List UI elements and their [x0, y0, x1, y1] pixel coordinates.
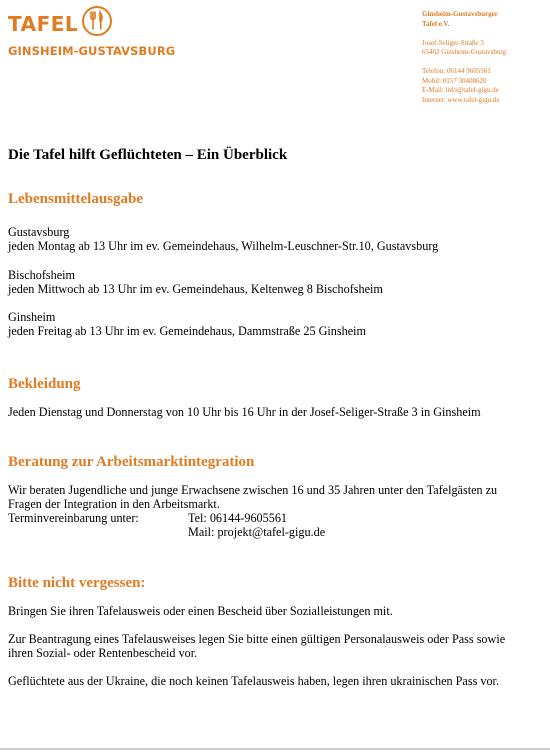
food-location	[8, 225, 518, 253]
page-title: Die Tafel hilft Geflüchteten – Ein Überblick	[8, 147, 288, 163]
reminder-text-2: Zur Beantragung eines Tafelausweises legen Sie bitte einen gültigen Personalausweis oder Pass sowie ihren Sozial- oder Rentenbescheid vor.	[8, 632, 506, 660]
page-bottom-border	[0, 748, 550, 750]
counseling-heading: Beratung zur Arbeitsmarktintegration	[8, 454, 255, 470]
tafel-logo	[8, 4, 176, 64]
city: 65462 Ginsheim-Gustavsburg	[422, 48, 507, 56]
phone: Telefon: 06144 9605561	[422, 67, 491, 75]
mobile: Mobil: 0157 30408620	[422, 76, 487, 85]
reminder-heading: Bitte nicht vergessen:	[8, 575, 146, 591]
appointment-mail: Mail: projekt@tafel-gigu.de	[188, 525, 326, 539]
counseling-text: Wir beraten Jugendliche und junge Erwachsene zwischen 16 und 35 Jahren unter den Tafelgästen zu Fragen der Integration in den Arbeitsmarkt.	[8, 483, 498, 511]
logo-subtitle: GINSHEIM-GUSTAVSBURG	[8, 44, 176, 58]
appointment-row	[8, 511, 518, 525]
location-place: Bischofsheim	[8, 268, 76, 282]
appointment-label: Terminvereinbarung unter:	[8, 511, 139, 525]
location-place: Ginsheim	[8, 310, 56, 324]
fork-knife-icon	[82, 6, 112, 36]
document-body	[8, 146, 518, 688]
logo-word: TAFEL	[8, 12, 79, 36]
appointment-mail-row	[8, 525, 518, 539]
reminder-text-3: Geflüchtete aus der Ukraine, die noch keinen Tafelausweis haben, legen ihren ukrainischen Pass vor.	[8, 674, 499, 688]
website: Internet: www.tafel-gigu.de	[422, 95, 500, 104]
street: Josef-Seliger-Straße 3	[422, 38, 484, 47]
location-detail: jeden Montag ab 13 Uhr im ev. Gemeindehaus, Wilhelm-Leuschner-Str.10, Gustavsburg	[8, 239, 439, 253]
food-location	[8, 310, 518, 338]
food-heading: Lebensmittelausgabe	[8, 191, 143, 207]
location-detail: jeden Freitag ab 13 Uhr im ev. Gemeindehaus, Dammstraße 25 Ginsheim	[8, 324, 366, 338]
location-place: Gustavsburg	[8, 225, 70, 239]
org-name-line1: Ginsheim-Gustavsburger	[422, 10, 498, 18]
clothing-text: Jeden Dienstag und Donnerstag von 10 Uhr bis 16 Uhr in der Josef-Seliger-Straße 3 in Ginsheim	[8, 405, 481, 419]
org-name-line2: Tafel e.V.	[422, 19, 450, 28]
clothing-heading: Bekleidung	[8, 376, 81, 392]
food-location	[8, 268, 518, 296]
contact-block	[422, 10, 547, 105]
reminder-text-1: Bringen Sie ihren Tafelausweis oder einen Bescheid über Sozialleistungen mit.	[8, 604, 393, 618]
location-detail: jeden Mittwoch ab 13 Uhr im ev. Gemeindehaus, Keltenweg 8 Bischofsheim	[8, 282, 383, 296]
appointment-phone: Tel: 06144-9605561	[188, 511, 288, 525]
email: E-Mail: info@tafel-gigu.de	[422, 86, 499, 94]
